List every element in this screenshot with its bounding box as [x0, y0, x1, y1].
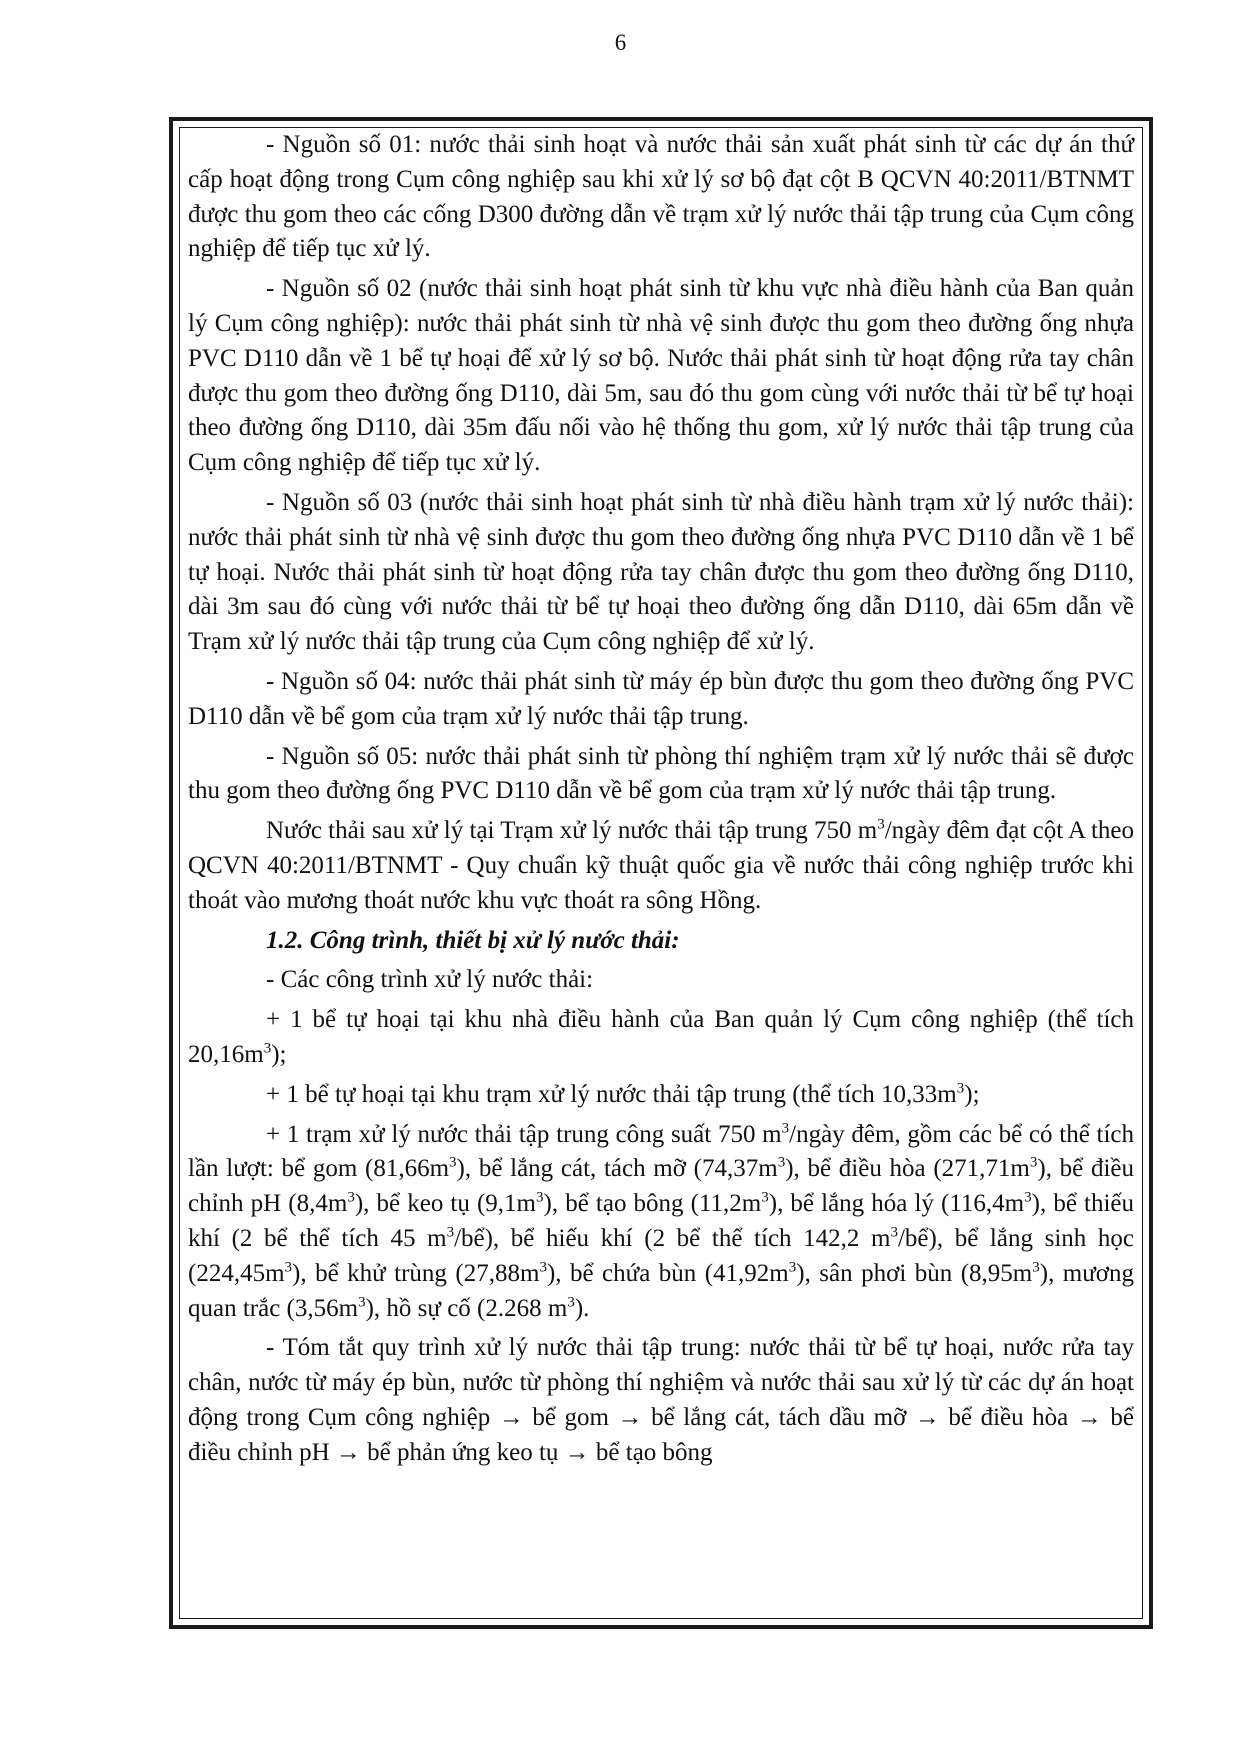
page-border-inner	[179, 127, 1143, 1619]
paragraph-source-05: - Nguồn số 05: nước thải phát sinh từ phòng thí nghiệm trạm xử lý nước thải sẽ được thu gom theo đường ống PVC D110 dẫn về bể gom của trạm xử lý nước thải tập trung.	[188, 742, 1134, 805]
paragraph-process-summary: - Tóm tắt quy trình xử lý nước thải tập trung: nước thải từ bể tự hoại, nước rửa tay chân, nước từ máy ép bùn, nước từ phòng thí nghiệm và nước thải sau xử lý từ các dự án hoạt động trong Cụm công nghiệp → bể gom → bể lắng cát, tách dầu mỡ → bể điều hòa → bể điều chỉnh pH → bể phản ứng keo tụ → bể tạo bông	[188, 1334, 1134, 1466]
page-border-frame	[169, 117, 1153, 1629]
paragraph-treated-water: Nước thải sau xử lý tại Trạm xử lý nước thải tập trung 750 $m^3$/ngày đêm đạt cột A theo QCVN 40:2011/BTNMT - Quy chuẩn kỹ thuật quốc gia về nước thải công nghiệp trước khi thoát vào mương thoát nước khu vực thoát ra sông Hồng.	[188, 816, 1134, 914]
paragraph-source-02: - Nguồn số 02 (nước thải sinh hoạt phát sinh từ khu vực nhà điều hành của Ban quản lý Cụm công nghiệp): nước thải phát sinh từ nhà vệ sinh được thu gom theo đường ống nhựa PVC D110 dẫn về 1 bể tự hoại để xử lý sơ bộ. Nước thải phát sinh từ hoạt động rửa tay chân được thu gom theo đường ống D110, dài 5m, sau đó thu gom cùng với nước thải từ bể tự hoại theo đường ống D110, dài 35m đấu nối vào hệ thống thu gom, xử lý nước thải tập trung của Cụm công nghiệp để tiếp tục xử lý.	[188, 275, 1134, 477]
section-heading: 1.2. Công trình, thiết bị xử lý nước thải:	[266, 926, 680, 954]
paragraph-septic-tank-office: + 1 bể tự hoại tại khu nhà điều hành của Ban quản lý Cụm công nghiệp (thể tích $20,16m^3$);	[188, 1006, 1134, 1068]
paragraph-works-list-intro: - Các công trình xử lý nước thải:	[266, 966, 594, 994]
paragraph-treatment-station: + 1 trạm xử lý nước thải tập trung công suất 750 $m^3$/ngày đêm, gồm các bể có thể tích lần lượt: bể gom $(81,66m^3)$, bể lắng cát, tách mỡ $(74,37m^3)$, bể điều hòa $(271,71m^3)$, bể điều chỉnh pH $(8,4m^3)$, bể keo tụ $(9,1m^3)$, bể tạo bông $(11,2m^3)$, bể lắng hóa lý $(116,4m^3)$, bể thiếu khí (2 bể thể tích 45 $m^3/bể$), bể hiếu khí (2 bể thể tích 142,2 $m^3/bể$), bể lắng sinh học $(224,45m^3)$, bể khử trùng $(27,88m^3)$, bể chứa bùn $(41,92m^3)$, sân phơi bùn $(8,95m^3)$, mương quan trắc $(3,56m^3)$, hồ sự cố (2.268 $m^3$).	[188, 1120, 1135, 1322]
paragraph-septic-tank-station: + 1 bể tự hoại tại khu trạm xử lý nước thải tập trung (thể tích $10,33m^3$);	[266, 1080, 980, 1108]
page-number: 6	[614, 30, 627, 55]
paragraph-source-04: - Nguồn số 04: nước thải phát sinh từ máy ép bùn được thu gom theo đường ống PVC D110 dẫn về bể gom của trạm xử lý nước thải tập trung.	[188, 667, 1134, 730]
paragraph-source-03: - Nguồn số 03 (nước thải sinh hoạt phát sinh từ nhà điều hành trạm xử lý nước thải): nước thải phát sinh từ nhà vệ sinh được thu gom theo đường ống nhựa PVC D110 dẫn về 1 bể tự hoại. Nước thải phát sinh từ hoạt động rửa tay chân được thu gom theo đường ống D110, dài 3m sau đó cùng với nước thải từ bể tự hoại theo đường ống dẫn D110, dài 65m dẫn về Trạm xử lý nước thải tập trung của Cụm công nghiệp để xử lý.	[188, 488, 1134, 656]
document-body	[188, 128, 1134, 1475]
paragraph-source-01: - Nguồn số 01: nước thải sinh hoạt và nước thải sản xuất phát sinh từ các dự án thứ cấp hoạt động trong Cụm công nghiệp sau khi xử lý sơ bộ đạt cột B QCVN 40:2011/BTNMT được thu gom theo các cống D300 đường dẫn về trạm xử lý nước thải tập trung của Cụm công nghiệp để tiếp tục xử lý.	[188, 131, 1134, 263]
